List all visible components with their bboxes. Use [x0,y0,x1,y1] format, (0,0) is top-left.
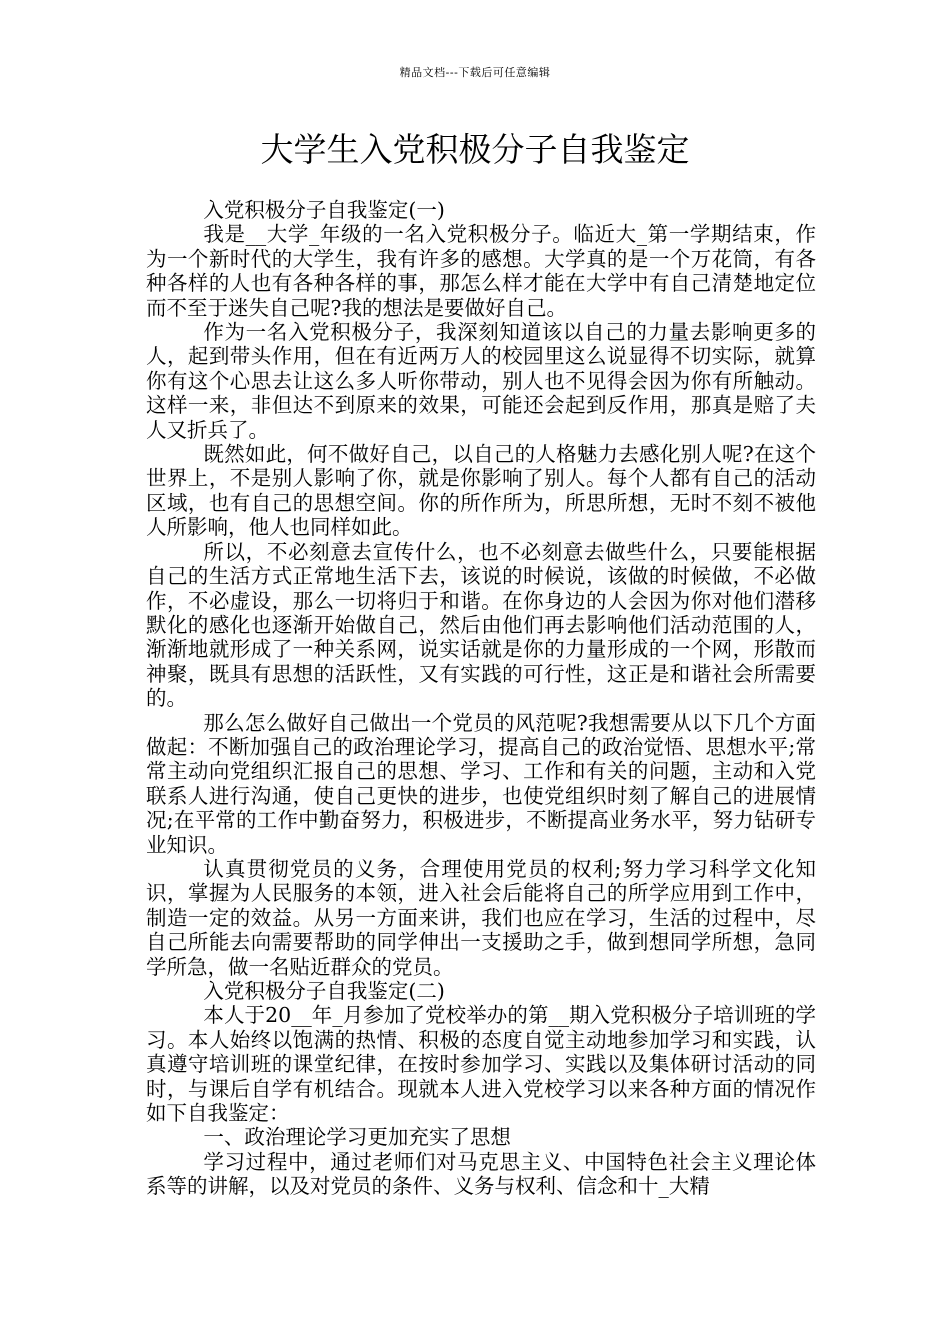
document-body [146,198,816,1199]
page-header: 精品文档---下载后可任意编辑 [399,66,551,79]
body-paragraph: 本人于20__年_月参加了党校举办的第__期入党积极分子培训班的学习。本人始终以饱满的热情、积极的态度自觉主动地参加学习和实践，认真遵守培训班的课堂纪律，在按时参加学习、实践以及集体研讨活动的同时，与课后自学有机结合。现就本人进入党校学习以来各种方面的情况作如下自我鉴定： [146,1003,816,1126]
body-paragraph: 我是__大学_年级的一名入党积极分子。临近大_第一学期结束，作为一个新时代的大学生，我有许多的感想。大学真的是一个万花筒，有各种各样的人也有各种各样的事，那怎么样才能在大学中有自己清楚地定位而不至于迷失自己呢?我的想法是要做好自己。 [146,222,816,320]
body-paragraph: 既然如此，何不做好自己，以自己的人格魅力去感化别人呢?在这个世界上，不是别人影响了你，就是你影响了别人。每个人都有自己的活动区域，也有自己的思想空间。你的所作所为，所思所想，无时不刻不被他人所影响，他人也同样如此。 [146,442,816,540]
section-heading: 入党积极分子自我鉴定(一) [203,198,445,222]
body-paragraph: 那么怎么做好自己做出一个党员的风范呢?我想需要从以下几个方面做起：不断加强自己的政治理论学习，提高自己的政治觉悟、思想水平;常常主动向党组织汇报自己的思想、学习、工作和有关的问题，主动和入党联系人进行沟通，使自己更快的进步，也使党组织时刻了解自己的进展情况;在平常的工作中勤奋努力，积极进步，不断提高业务水平，努力钻研专业知识。 [146,710,816,857]
body-paragraph: 所以，不必刻意去宣传什么，也不必刻意去做些什么，只要能根据自己的生活方式正常地生活下去，该说的时候说，该做的时候做，不必做作，不必虚设，那么一切将归于和谐。在你身边的人会因为你对他们潜移默化的感化也逐渐开始做自己，然后由他们再去影响他们活动范围的人，渐渐地就形成了一种关系网，说实话就是你的力量形成的一个网，形散而神聚，既具有思想的活跃性，又有实践的可行性，这正是和谐社会所需要的。 [146,539,816,711]
section-heading: 入党积极分子自我鉴定(二) [203,979,445,1003]
body-paragraph: 作为一名入党积极分子，我深刻知道该以自己的力量去影响更多的人，起到带头作用，但在有近两万人的校园里这么说显得不切实际，就算你有这个心思去让这么多人听你带动，别人也不见得会因为你有所触动。这样一来，非但达不到原来的效果，可能还会起到反作用，那真是赔了夫人又折兵了。 [146,320,816,442]
body-paragraph: 认真贯彻党员的义务，合理使用党员的权利;努力学习科学文化知识，掌握为人民服务的本领，进入社会后能将自己的所学应用到工作中，制造一定的效益。从另一方面来讲，我们也应在学习，生活的过程中，尽自己所能去向需要帮助的同学伸出一支援助之手，做到想同学所想，急同学所急，做一名贴近群众的党员。 [146,856,816,979]
subsection-heading: 一、政治理论学习更加充实了思想 [203,1125,511,1150]
document-title: 大学生入党积极分子自我鉴定 [260,130,690,169]
body-paragraph: 学习过程中，通过老师们对马克思主义、中国特色社会主义理论体系等的讲解，以及对党员的条件、义务与权利、信念和十_大精 [146,1149,816,1199]
